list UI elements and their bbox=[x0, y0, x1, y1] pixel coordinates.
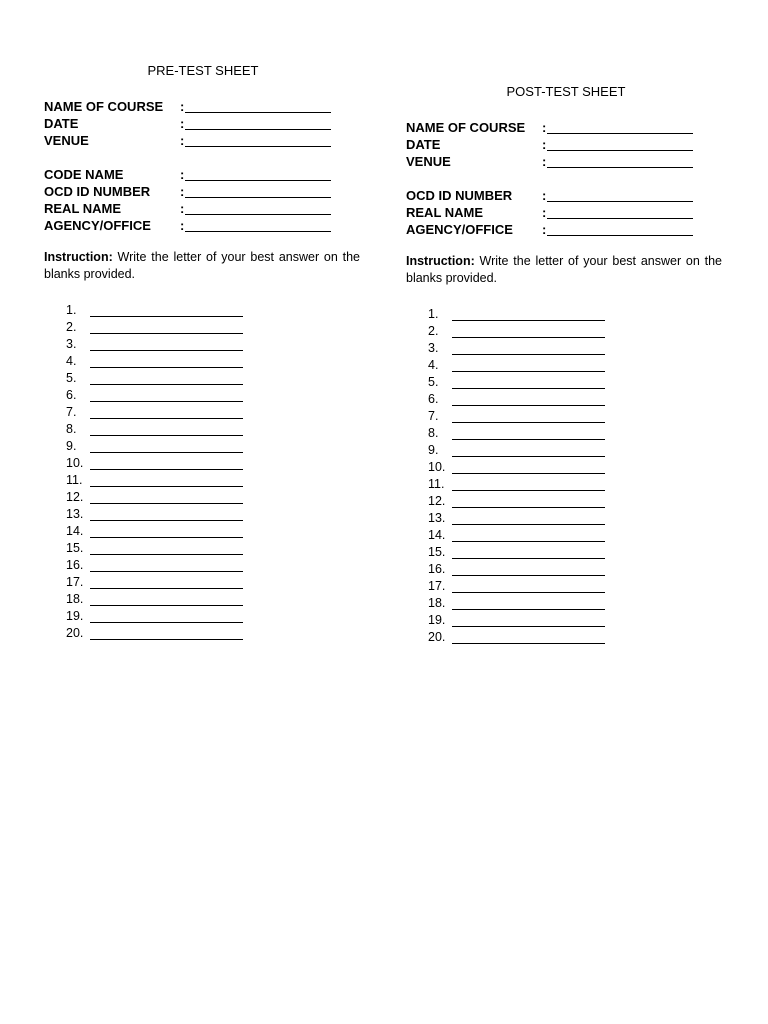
answer-blank-line[interactable] bbox=[90, 337, 243, 351]
pre-test-title: PRE-TEST SHEET bbox=[147, 63, 259, 78]
field-group bbox=[406, 186, 736, 237]
field-colon: : bbox=[180, 201, 185, 216]
answer-row bbox=[66, 623, 374, 640]
answer-row bbox=[66, 419, 374, 436]
form-field-row bbox=[44, 165, 374, 182]
answer-number: 18. bbox=[428, 596, 446, 610]
answer-blank-line[interactable] bbox=[452, 358, 605, 372]
field-blank-line[interactable] bbox=[547, 154, 693, 168]
field-blank-line[interactable] bbox=[185, 116, 331, 130]
answer-number: 7. bbox=[428, 409, 439, 423]
field-colon: : bbox=[542, 222, 547, 237]
answer-blank-line[interactable] bbox=[90, 524, 243, 538]
instruction-text: Write the letter of your best answer on the blanks provided. bbox=[406, 254, 722, 285]
field-label: CODE NAME bbox=[44, 167, 124, 182]
field-group bbox=[44, 97, 374, 148]
answer-row bbox=[428, 508, 736, 525]
form-field-row bbox=[406, 152, 736, 169]
answer-number: 2. bbox=[66, 320, 77, 334]
answer-number: 10. bbox=[66, 456, 84, 470]
field-blank-line[interactable] bbox=[185, 201, 331, 215]
field-colon: : bbox=[542, 120, 547, 135]
field-group bbox=[406, 118, 736, 169]
answer-number: 10. bbox=[428, 460, 446, 474]
answer-blank-line[interactable] bbox=[90, 541, 243, 555]
field-colon: : bbox=[542, 188, 547, 203]
answer-number: 18. bbox=[66, 592, 84, 606]
answer-blank-line[interactable] bbox=[452, 324, 605, 338]
field-group bbox=[44, 165, 374, 233]
answer-number: 2. bbox=[428, 324, 439, 338]
answer-number: 3. bbox=[66, 337, 77, 351]
answer-number: 4. bbox=[66, 354, 77, 368]
field-label: NAME OF COURSE bbox=[406, 120, 526, 135]
answer-row bbox=[66, 521, 374, 538]
form-field-row bbox=[406, 135, 736, 152]
field-blank-line[interactable] bbox=[185, 218, 331, 232]
form-field-row bbox=[44, 182, 374, 199]
answer-blank-line[interactable] bbox=[90, 388, 243, 402]
answer-blank-line[interactable] bbox=[452, 426, 605, 440]
answer-number: 17. bbox=[66, 575, 84, 589]
answer-number: 14. bbox=[66, 524, 84, 538]
post-test-title: POST-TEST SHEET bbox=[506, 84, 626, 99]
answer-row bbox=[428, 440, 736, 457]
field-label: OCD ID NUMBER bbox=[44, 184, 151, 199]
field-colon: : bbox=[542, 154, 547, 169]
answer-row bbox=[66, 334, 374, 351]
answer-blank-line[interactable] bbox=[90, 609, 243, 623]
answer-row bbox=[66, 589, 374, 606]
answer-blank-line[interactable] bbox=[90, 473, 243, 487]
answer-number: 9. bbox=[66, 439, 77, 453]
answer-blank-line[interactable] bbox=[452, 579, 605, 593]
answer-row bbox=[66, 368, 374, 385]
answer-number: 4. bbox=[428, 358, 439, 372]
answer-row bbox=[66, 606, 374, 623]
answer-blank-line[interactable] bbox=[452, 596, 605, 610]
answer-number: 5. bbox=[66, 371, 77, 385]
answer-number: 5. bbox=[428, 375, 439, 389]
answer-number: 15. bbox=[428, 545, 446, 559]
answer-blank-line[interactable] bbox=[452, 528, 605, 542]
field-label: DATE bbox=[44, 116, 79, 131]
answer-number: 16. bbox=[428, 562, 446, 576]
answer-number: 12. bbox=[428, 494, 446, 508]
answer-row bbox=[428, 627, 736, 644]
answer-blank-line[interactable] bbox=[90, 626, 243, 640]
instruction-text: Write the letter of your best answer on the blanks provided. bbox=[44, 250, 360, 281]
field-label: REAL NAME bbox=[406, 205, 484, 220]
field-label: OCD ID NUMBER bbox=[406, 188, 513, 203]
answer-number: 11. bbox=[428, 477, 445, 491]
form-field-row bbox=[44, 114, 374, 131]
answer-blank-line[interactable] bbox=[90, 405, 243, 419]
answer-blank-line[interactable] bbox=[90, 320, 243, 334]
form-field-row bbox=[406, 186, 736, 203]
answer-row bbox=[428, 304, 736, 321]
answer-blank-line[interactable] bbox=[452, 545, 605, 559]
answer-blank-line[interactable] bbox=[452, 443, 605, 457]
field-blank-line[interactable] bbox=[547, 188, 693, 202]
answer-row bbox=[428, 610, 736, 627]
post-test-answers bbox=[406, 304, 736, 644]
field-label: VENUE bbox=[44, 133, 89, 148]
answer-blank-line[interactable] bbox=[452, 613, 605, 627]
answer-row bbox=[428, 542, 736, 559]
field-label: REAL NAME bbox=[44, 201, 122, 216]
field-colon: : bbox=[180, 218, 185, 233]
pre-test-instruction bbox=[44, 249, 360, 283]
answer-row bbox=[428, 474, 736, 491]
answer-row bbox=[66, 402, 374, 419]
answer-blank-line[interactable] bbox=[452, 307, 605, 321]
answer-number: 12. bbox=[66, 490, 84, 504]
field-blank-line[interactable] bbox=[185, 99, 331, 113]
answer-row bbox=[66, 317, 374, 334]
form-field-row bbox=[406, 220, 736, 237]
answer-number: 17. bbox=[428, 579, 446, 593]
answer-blank-line[interactable] bbox=[90, 575, 243, 589]
answer-row bbox=[428, 389, 736, 406]
answer-row bbox=[428, 576, 736, 593]
answer-row bbox=[66, 487, 374, 504]
answer-number: 6. bbox=[428, 392, 439, 406]
answer-blank-line[interactable] bbox=[452, 392, 605, 406]
answer-row bbox=[428, 372, 736, 389]
answer-number: 19. bbox=[428, 613, 446, 627]
instruction-label: Instruction: bbox=[44, 250, 113, 264]
post-test-sheet bbox=[406, 85, 736, 644]
answer-row bbox=[66, 453, 374, 470]
form-field-row bbox=[406, 203, 736, 220]
answer-row bbox=[428, 559, 736, 576]
pre-test-fields bbox=[44, 97, 374, 233]
answer-blank-line[interactable] bbox=[452, 562, 605, 576]
answer-row bbox=[428, 593, 736, 610]
field-label: AGENCY/OFFICE bbox=[406, 222, 513, 237]
field-blank-line[interactable] bbox=[547, 205, 693, 219]
form-field-row bbox=[406, 118, 736, 135]
answer-number: 11. bbox=[66, 473, 83, 487]
answer-number: 13. bbox=[66, 507, 84, 521]
answer-row bbox=[66, 555, 374, 572]
field-blank-line[interactable] bbox=[547, 222, 693, 236]
answer-row bbox=[66, 436, 374, 453]
field-colon: : bbox=[180, 99, 185, 114]
answer-number: 1. bbox=[428, 307, 439, 321]
answer-row bbox=[66, 504, 374, 521]
answer-number: 6. bbox=[66, 388, 77, 402]
answer-number: 8. bbox=[428, 426, 439, 440]
answer-blank-line[interactable] bbox=[452, 375, 605, 389]
answer-number: 20. bbox=[428, 630, 446, 644]
answer-number: 9. bbox=[428, 443, 439, 457]
answer-number: 13. bbox=[428, 511, 446, 525]
answer-number: 16. bbox=[66, 558, 84, 572]
pre-test-answers bbox=[44, 300, 374, 640]
answer-number: 19. bbox=[66, 609, 84, 623]
answer-blank-line[interactable] bbox=[90, 422, 243, 436]
instruction-label: Instruction: bbox=[406, 254, 475, 268]
field-blank-line[interactable] bbox=[185, 184, 331, 198]
answer-row bbox=[66, 300, 374, 317]
field-blank-line[interactable] bbox=[185, 133, 331, 147]
answer-number: 8. bbox=[66, 422, 77, 436]
answer-blank-line[interactable] bbox=[90, 558, 243, 572]
answer-row bbox=[66, 538, 374, 555]
answer-blank-line[interactable] bbox=[90, 354, 243, 368]
answer-row bbox=[66, 385, 374, 402]
answer-row bbox=[66, 572, 374, 589]
field-label: AGENCY/OFFICE bbox=[44, 218, 151, 233]
answer-row bbox=[428, 525, 736, 542]
answer-blank-line[interactable] bbox=[452, 341, 605, 355]
field-blank-line[interactable] bbox=[547, 137, 693, 151]
pre-test-sheet bbox=[44, 64, 374, 640]
answer-blank-line[interactable] bbox=[452, 477, 605, 491]
form-field-row bbox=[44, 131, 374, 148]
answer-row bbox=[428, 355, 736, 372]
answer-row bbox=[428, 423, 736, 440]
field-label: VENUE bbox=[406, 154, 451, 169]
field-colon: : bbox=[180, 116, 185, 131]
form-field-row bbox=[44, 199, 374, 216]
field-colon: : bbox=[180, 184, 185, 199]
field-label: NAME OF COURSE bbox=[44, 99, 164, 114]
field-colon: : bbox=[180, 167, 185, 182]
field-blank-line[interactable] bbox=[547, 120, 693, 134]
answer-blank-line[interactable] bbox=[452, 460, 605, 474]
answer-row bbox=[428, 406, 736, 423]
answer-row bbox=[428, 491, 736, 508]
answer-blank-line[interactable] bbox=[90, 371, 243, 385]
answer-blank-line[interactable] bbox=[452, 409, 605, 423]
answer-number: 15. bbox=[66, 541, 84, 555]
answer-blank-line[interactable] bbox=[90, 592, 243, 606]
field-colon: : bbox=[542, 205, 547, 220]
answer-blank-line[interactable] bbox=[90, 303, 243, 317]
answer-number: 14. bbox=[428, 528, 446, 542]
answer-blank-line[interactable] bbox=[90, 456, 243, 470]
answer-blank-line[interactable] bbox=[90, 439, 243, 453]
post-test-instruction bbox=[406, 253, 722, 287]
answer-row bbox=[66, 470, 374, 487]
answer-blank-line[interactable] bbox=[452, 630, 605, 644]
answer-blank-line[interactable] bbox=[452, 511, 605, 525]
answer-blank-line[interactable] bbox=[90, 490, 243, 504]
field-colon: : bbox=[542, 137, 547, 152]
post-test-fields bbox=[406, 118, 736, 237]
form-field-row bbox=[44, 216, 374, 233]
answer-number: 1. bbox=[66, 303, 77, 317]
answer-row bbox=[428, 338, 736, 355]
answer-number: 20. bbox=[66, 626, 84, 640]
answer-row bbox=[428, 321, 736, 338]
answer-row bbox=[428, 457, 736, 474]
field-label: DATE bbox=[406, 137, 441, 152]
answer-number: 3. bbox=[428, 341, 439, 355]
field-colon: : bbox=[180, 133, 185, 148]
answer-row bbox=[66, 351, 374, 368]
field-blank-line[interactable] bbox=[185, 167, 331, 181]
answer-blank-line[interactable] bbox=[90, 507, 243, 521]
form-field-row bbox=[44, 97, 374, 114]
answer-blank-line[interactable] bbox=[452, 494, 605, 508]
answer-number: 7. bbox=[66, 405, 77, 419]
